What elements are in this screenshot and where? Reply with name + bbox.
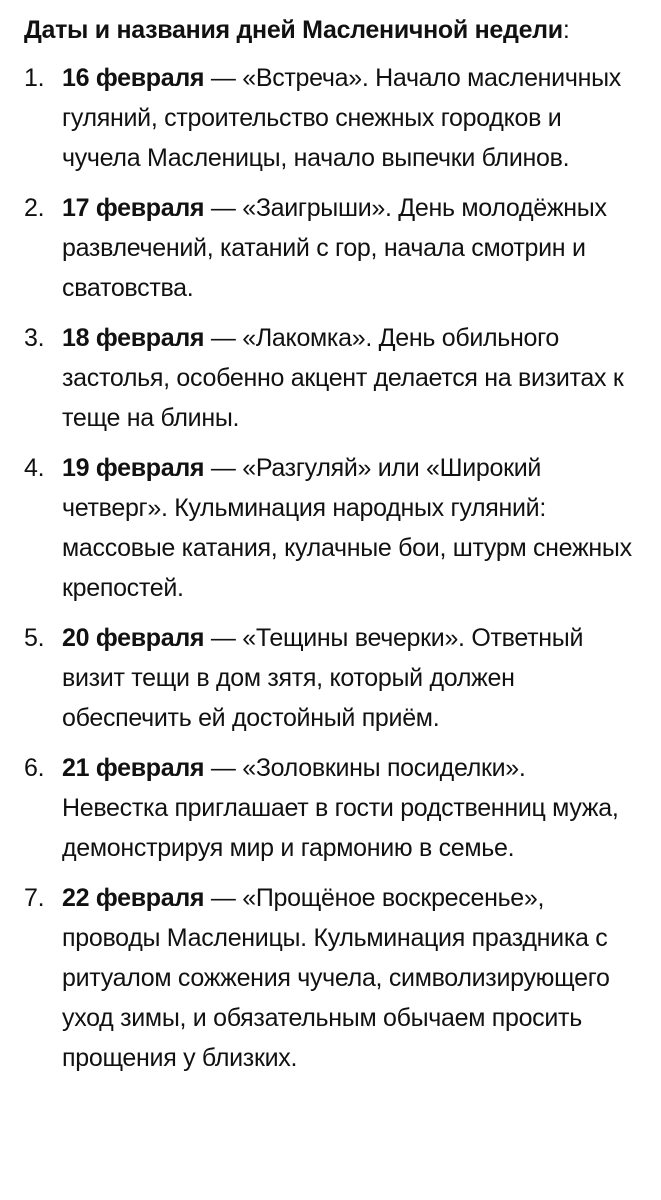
list-item-number: 4. [24, 454, 45, 482]
section-heading [24, 8, 637, 52]
list-item-number: 5. [24, 624, 45, 652]
list-item-description: — «Заигрыши». День молодёжных развлечений, катаний с гор, начала смотрин и сватовства. [62, 194, 607, 302]
list-item [24, 188, 637, 308]
section-heading-text: Даты и названия дней Масленичной недели [24, 16, 563, 44]
list-item [24, 318, 637, 438]
list-item-text [62, 878, 637, 1078]
list-item-number: 6. [24, 754, 45, 782]
list-item [24, 618, 637, 738]
list-item-date: 21 февраля [62, 754, 205, 782]
list-item-description: — «Тещины вечерки». Ответный визит тещи в дом зятя, который должен обеспечить ей достойный приём. [62, 624, 584, 732]
list-item-number: 2. [24, 194, 45, 222]
list-item-number: 7. [24, 884, 45, 912]
list-item-description: — «Прощёное воскресенье», проводы Масленицы. Кульминация праздника с ритуалом сожжения чучела, символизирующего уход зимы, и обязательным обычаем просить прощения у близких. [62, 884, 610, 1072]
list-item-text [62, 318, 637, 438]
list-item-date: 16 февраля [62, 64, 205, 92]
list-item-date: 19 февраля [62, 454, 205, 482]
list-item-number: 1. [24, 64, 45, 92]
list-item-description: — «Золовкины посиделки». Невестка приглашает в гости родственниц мужа, демонстрируя мир и гармонию в семье. [62, 754, 619, 862]
list-item-text [62, 58, 637, 178]
list-item [24, 58, 637, 178]
list-item [24, 448, 637, 608]
list-item-description: — «Разгуляй» или «Широкий четверг». Кульминация народных гуляний: массовые катания, кулачные бои, штурм снежных крепостей. [62, 454, 632, 602]
list-item-text [62, 618, 637, 738]
list-item-text [62, 748, 637, 868]
section-heading-colon: : [562, 16, 570, 44]
list-item-date: 20 февраля [62, 624, 205, 652]
list-item-date: 17 февраля [62, 194, 205, 222]
list-item-text [62, 448, 637, 608]
list-item [24, 748, 637, 868]
list-item-number: 3. [24, 324, 45, 352]
maslenitsa-days-list [24, 58, 637, 1078]
list-item-text [62, 188, 637, 308]
list-item-date: 18 февраля [62, 324, 205, 352]
list-item [24, 878, 637, 1078]
list-item-description: — «Лакомка». День обильного застолья, особенно акцент делается на визитах к теще на блины. [62, 324, 624, 432]
list-item-date: 22 февраля [62, 884, 205, 912]
list-item-description: — «Встреча». Начало масленичных гуляний, строительство снежных городков и чучела Масленицы, начало выпечки блинов. [62, 64, 621, 172]
